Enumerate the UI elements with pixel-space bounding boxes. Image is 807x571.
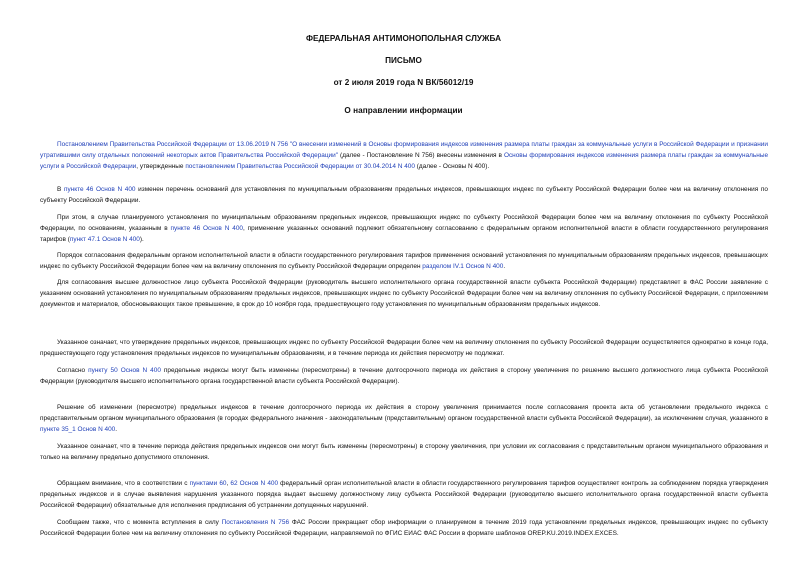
legal-reference-link[interactable]: пункту 50 Основ N 400 [88,367,161,374]
paragraph-5 [40,278,768,310]
paragraph-text: ФАС России прекращает сбор информации о планируемом в течение 2019 года установлении предельных индексов, превышающих индекс по субъекту Российской Федерации более чем на величину отклонения по субъекту Российской Федерации, направляемой по ФГИС ЕИАС ФАС России в формате шаблонов OREP.KU.2019.INDEX.EXCES. [40,519,768,537]
legal-reference-link[interactable]: пунктами 60 [189,480,227,487]
paragraph-text: Обращаем внимание, что в соответствии с [57,480,190,487]
paragraph-text: Согласно [57,367,89,374]
paragraph-text: Сообщаем также, что с момента вступления в силу [57,519,222,526]
legal-reference-link[interactable]: пункте 46 Основ N 400 [170,224,243,232]
paragraph-10 [40,479,768,511]
legal-reference-link[interactable]: разделом IV.1 Основ N 400 [422,262,504,270]
paragraph-text: , применение указанных оснований подлежит обязательному согласованию с федеральным органом исполнительной власти в области государственного регулирования тарифов ( [40,224,768,243]
paragraph-11 [40,518,768,540]
paragraph-text: . [503,262,506,270]
paragraph-text: , [226,480,231,487]
legal-reference-link[interactable]: пункт 47.1 Основ N 400 [69,235,140,243]
paragraph-text: Указанное означает, что утверждение предельных индексов, превышающих индекс по субъекту Российской Федерации более чем на величину отклонения по субъекту Российской Федерации осуществляется однократно в конце года, предшествующего году установления предельных индексов по муниципальным образованиям, и в течение периода их действия пересмотру не подлежат. [40,339,768,357]
paragraph-text: (далее - Основы N 400). [414,162,490,170]
paragraph-text: Порядок согласования федеральным органом исполнительной власти в области государственного регулирования тарифов применения оснований установления по муниципальным образованиям предельных индексов, превышающих индекс по субъекту Российской Федерации более чем на величину отклонения по субъекту Российской Федерации определен [40,252,768,270]
paragraph-9 [40,442,768,464]
paragraph-text: Указанное означает, что в течение периода действия предельных индексов они могут быть изменены (пересмотрены) в сторону увеличения, при условии их согласования с представительным органом муниципального образования и только на величину предельно допустимого отклонения. [40,443,768,461]
paragraph-text: ). [139,235,144,243]
paragraph-text: В [57,186,64,193]
paragraph-text: (далее - Постановление N 756) внесены изменения в [338,151,504,159]
document-type: ПИСЬМО [385,56,422,65]
paragraph-1 [40,140,768,172]
paragraph-text: предельные индексы могут быть изменены (пересмотрены) в течение долгосрочного периода их действия в сторону увеличения по решению высшего должностного лица субъекта Российской Федерации (руководителя высшего исполнительного органа государственной власти субъекта Российской Федерации). [40,367,768,385]
paragraph-text: изменен перечень оснований для установления по муниципальным образованиям предельных индексов, превышающих индекс по субъекту Российской Федерации более чем на величину отклонения по субъекту Российской Федерации. [40,186,768,204]
legal-reference-link[interactable]: Постановлением Правительства Российской Федерации от 13.06.2019 N 756 "О внесении изменений в Основы формирования индексов изменения размера платы граждан за коммунальные услуги в Российской Федерации и признании утратившими силу отдельных положений некоторых актов Правительства Российской Федерации" [40,141,768,159]
paragraph-8 [40,403,768,435]
agency-title: ФЕДЕРАЛЬНАЯ АНТИМОНОПОЛЬНАЯ СЛУЖБА [305,34,502,43]
legal-reference-link[interactable]: 62 Основ N 400 [230,480,279,487]
legal-reference-link[interactable]: пункте 35_1 Основ N 400 [40,425,116,433]
paragraph-6 [40,338,768,360]
paragraph-text: , утвержденные [136,162,186,170]
paragraph-text: Решение об изменении (пересмотре) предельных индексов в течение долгосрочного периода их действия в сторону увеличения принимается после согласования проекта акта об установлении предельного индекса с представительным органом муниципального образования (в городах федерального значения - законодательным (представительным) органом государственной власти субъекта Российской Федерации), за исключением случая, указанного в [40,404,768,422]
document-date-number: от 2 июля 2019 года N ВК/56012/19 [333,78,474,87]
legal-reference-link[interactable]: пункте 46 Основ N 400 [63,186,136,193]
paragraph-4 [40,251,768,273]
paragraph-7 [40,366,768,388]
paragraph-text: Для согласования высшее должностное лицо субъекта Российской Федерации (руководитель высшего исполнительного органа государственной власти субъекта Российской Федерации) представляет в ФАС России заявление с указанием оснований установления по муниципальным образованиям предельных индексов, превышающих индекс по субъекту Российской Федерации более чем на величину отклонения по субъекту Российской Федерации, с приложением документов и материалов, обосновывающих такое превышение, в срок до 10 ноября года, предшествующего году установления по муниципальным образованиям предельных индексов. [40,279,768,308]
legal-reference-link[interactable]: Основы формирования индексов изменения размера платы граждан за коммунальные услуги в Российской Федерации [40,151,769,170]
legal-reference-link[interactable]: постановлением Правительства Российской Федерации от 30.04.2014 N 400 [185,162,415,170]
document-subject: О направлении информации [344,106,463,115]
paragraph-3 [40,213,768,245]
paragraph-text: . [115,425,118,433]
paragraph-text: При этом, в случае планируемого установления по муниципальным образованиям предельных индексов, превышающих индекс по субъекту Российской Федерации более чем на величину отклонения по субъекту Российской Федерации, по основаниям, указанным в [40,214,768,232]
paragraph-text: федеральный орган исполнительной власти в области государственного регулирования тарифов осуществляет контроль за соблюдением порядка утверждения предельных индексов и в случае выявления нарушения указанного порядка выдает высшему должностному лицу субъекта Российской Федерации (руководителю высшего исполнительного органа государственной власти субъекта Российской Федерации) обязательные для исполнения предписания об устранении допущенных нарушений. [40,480,768,509]
paragraph-2 [40,185,768,207]
legal-reference-link[interactable]: Постановления N 756 [221,519,290,526]
